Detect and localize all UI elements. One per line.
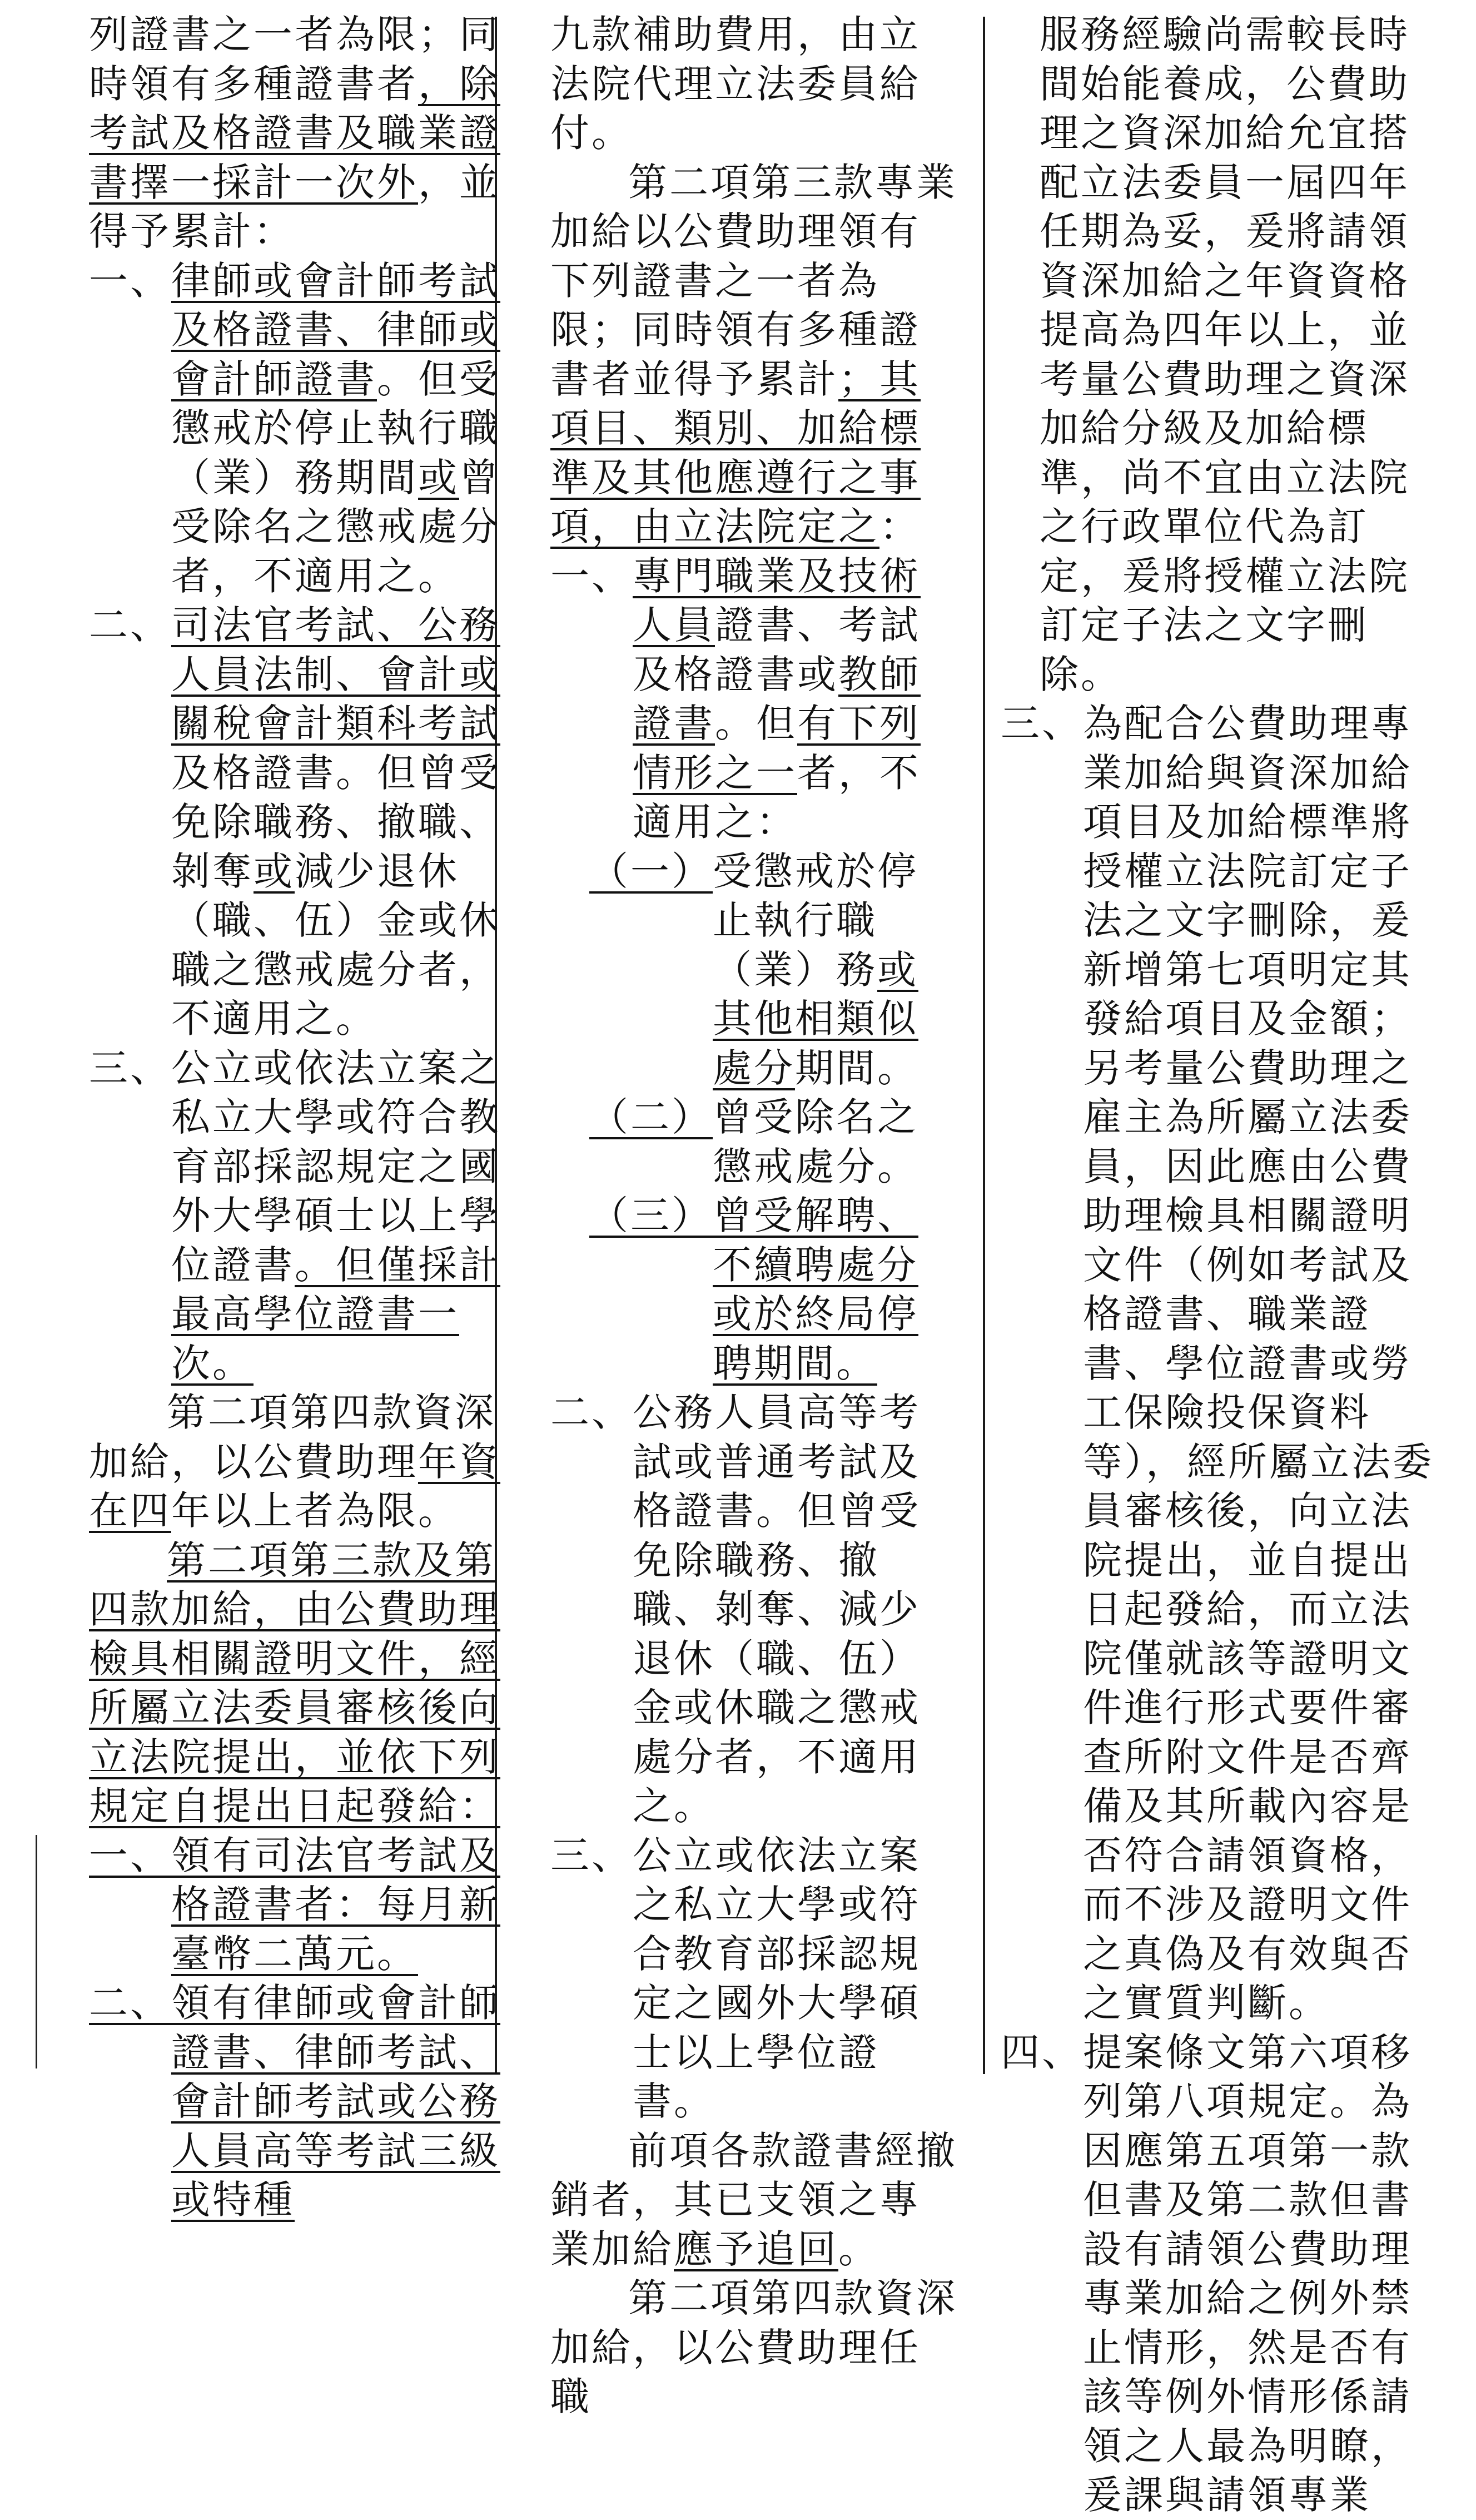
paragraph-continuation: 列證書之一者為限；同時領有多種證書者，除考試及格證書及職業證書擇一採計一次外，並得予累計： <box>89 12 500 254</box>
item-number: 三、 <box>1001 701 1083 746</box>
amended-text: 教師證書 <box>633 651 921 746</box>
list-item: 三、 公立或依法立案之私立大學或符合教育部採認規定之國外大學碩士以上學位證書。 <box>550 1831 959 2126</box>
column-divider-2 <box>983 17 985 2074</box>
amended-text: 律師或會計師考試及格證書、律師或會計師證書 <box>171 257 500 402</box>
list-item <box>89 1831 500 1979</box>
list-item: 二、 司法官考試、公務人員法制、會計或關稅會計類科考試及格證書。但曾受免除職務、撤職、剝奪或減少退休（職、伍）金或休職之懲戒處分者，不適用之。 <box>89 601 500 1044</box>
item-number: 一、 <box>550 553 633 599</box>
list-item: 一、 律師或會計師考試及格證書、律師或會計師證書。但受懲戒於停止執行職（業）務期間或曾受除名之懲戒處分者，不適用之。 <box>89 256 500 601</box>
sub-item: （二） 曾受除名之懲戒處分。 <box>550 1093 959 1191</box>
list-item: 三、 公立或依法立案之私立大學或符合教育部採認規定之國外大學碩士以上學位證書。但僅採計最高學位證書一次。 <box>89 1044 500 1388</box>
sub-item-number: （三） <box>589 1193 713 1238</box>
paragraph: 第二項第三款專業加給以公費助理領有下列證書之一者為限；同時領有多種證書者並得予累計；其項目、類別、加給標準及其他應遵行之事項，由立法院定之： <box>550 159 957 549</box>
amended-text: 司法官考試、公務人員法制、會計或關稅會計類科考試 <box>171 602 500 746</box>
amended-text: 或 <box>418 454 459 500</box>
explanation-continuation: 服務經驗尚需較長時間始能養成，公費助理之資深加給允宜搭配立法委員一屆四年任期為妥，爰將請領資深加給之年資資格提高為四年以上，並考量公費助理之資深加給分級及加給標準，尚不宜由立法院之行政單位代為訂定，爰將授權立法院訂定子法之文字刪除。 <box>1040 12 1410 697</box>
item-number: 一、 <box>89 257 171 304</box>
amended-text: ，除考試及格證書及職業證書擇一採計一次外 <box>89 61 500 205</box>
sub-item-number: （一） <box>589 848 713 894</box>
explanation-item: 四、 提案條文第六項移列第八項規定。為因應第五項第一款但書及第二款但書設有請領公費助理專業加給之例外禁止情形，然是否有該等例外情形係請領之人最為明瞭，爰課與請領專業 <box>1001 2028 1434 2520</box>
sub-item: （一） 受懲戒於停止執行職（業）務或其他相類似處分期間。 <box>550 847 959 1093</box>
amended-text: 或 <box>254 848 295 894</box>
item-number: 二、 <box>550 1390 633 1435</box>
paragraph: 第二項第四款資深加給，以公費助理任職 <box>550 2275 957 2419</box>
item-number: 三、 <box>550 1832 633 1878</box>
amended-text: 或其他相類似處分 <box>713 946 918 1091</box>
left-margin-rule <box>36 1835 37 2068</box>
sub-item-number: （二） <box>589 1094 713 1140</box>
sub-item <box>550 1191 959 1388</box>
amended-text: 年資在四 <box>89 1438 500 1534</box>
paragraph-continuation: 九款補助費用，由立法院代理立法委員給付。 <box>550 12 921 156</box>
amended-text: 第二項第三款及第四款加給，由公費助理檢具相關證明文件，經所屬立法委員審核後向立法院提出，並依下列規定自提出日起發給： <box>89 1537 500 1829</box>
column-proposed-text <box>89 10 500 2223</box>
item-number: 三、 <box>89 1045 171 1091</box>
amended-text: ；其項目、類別、加給標準及其他應遵行之事項，由立法院定之 <box>550 356 921 549</box>
amended-text: 專門職業及技術人員 <box>633 553 921 648</box>
list-item: 二、 公務人員高等考試或普通考試及格證書。但曾受免除職務、撤職、剝奪、減少退休（職、伍）金或休職之懲戒處分者，不適用之。 <box>550 1388 959 1831</box>
list-item: 一、 專門職業及技術人員證書、考試及格證書或教師證書。但有下列情形之一者，不適用之： <box>550 552 959 847</box>
amended-text: 有下列情形之一 <box>633 701 921 796</box>
column-explanation <box>1001 10 1434 2518</box>
amended-text: 領有司法官考試及格證書者：每月新臺幣二萬元。 <box>171 1832 500 1977</box>
paragraph <box>89 1536 500 1831</box>
item-number: 二、 <box>89 1980 171 2026</box>
item-number: 二、 <box>89 602 171 648</box>
item-number: 一、 <box>89 1832 171 1878</box>
paragraph: 前項各款證書經撤銷者，其已支領之專業加給應予追回。 <box>550 2127 957 2272</box>
list-item <box>89 1978 500 2225</box>
item-number: 四、 <box>1001 2029 1083 2075</box>
column-current-text <box>550 10 959 2419</box>
amended-text: 。但僅採計最高學位證書一次。 <box>171 1242 500 1386</box>
amended-text: 曾受解聘、不續聘處分或於終局停聘期間。 <box>713 1193 918 1386</box>
amended-text: 應予追回 <box>674 2226 838 2272</box>
amended-text: 領有律師或會計師證書、律師考試、會計師考試或公務人員高等考試三級或特種 <box>171 1980 500 2223</box>
explanation-item: 三、 為配合公費助理專業加給與資深加給項目及加給標準將授權立法院訂定子法之文字刪除，爰新增第七項明定其發給項目及金額；另考量公費助理之雇主為所屬立法委員，因此應由公費助理檢具相關證明文件（例如考試及格證書、職業證書、學位證書或勞工保險投保資料等），經所屬立法委員審核後，向立法院提出，並自提出日起發給，而立法院僅就該等證明文件進行形式要件審查所附文件是否齊備及其所載內容是否符合請領資格，而不涉及證明文件之真偽及有效與否之實質判斷。 <box>1001 699 1434 2028</box>
paragraph: 第二項第四款資深加給，以公費助理年資在四年以上者為限。 <box>89 1390 500 1534</box>
